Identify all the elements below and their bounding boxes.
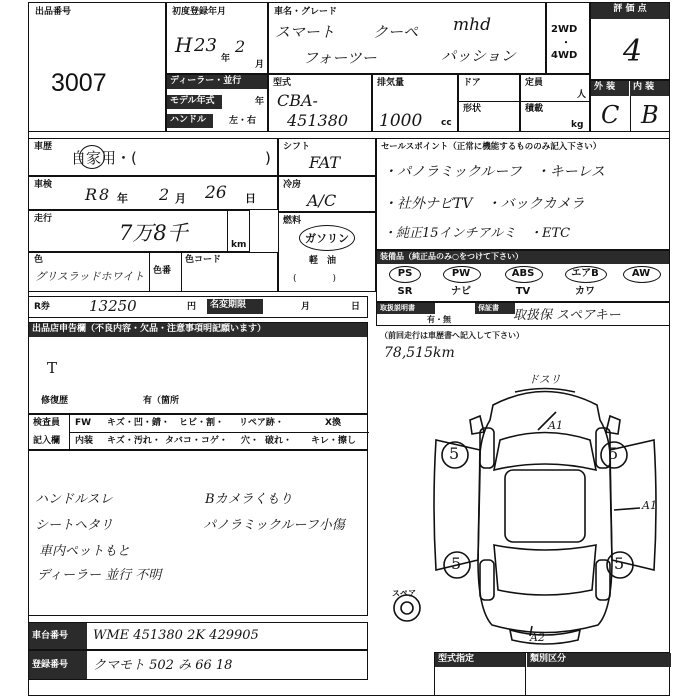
lot-number-label: 出品番号 — [35, 7, 72, 17]
name-change-month: 月 — [301, 302, 311, 312]
chassis-label: 車台番号 — [29, 623, 87, 649]
car-name-1: スマート — [275, 23, 335, 41]
score-value: 4 — [623, 34, 643, 69]
handle-options: 左・右 — [229, 116, 257, 126]
exterior-grade: C — [601, 101, 620, 129]
model-spec-label: 型式指定 — [435, 653, 525, 667]
tread-fl: 5 — [449, 444, 460, 463]
plate-box — [28, 650, 368, 680]
vehicle-history-label: 車歴 — [34, 142, 53, 152]
shape-label: 形状 — [463, 104, 482, 114]
legend-int-burn: タバコ・コゲ・ — [165, 436, 228, 446]
equip-kawa: カワ — [575, 286, 595, 297]
equip-abs: ABS — [511, 268, 535, 279]
cc-unit: cc — [441, 118, 452, 128]
drive-4wd: 4WD — [551, 50, 578, 61]
chassis-number: WME 451380 2K 429905 — [93, 628, 259, 643]
seller-notes-content: T — [47, 359, 58, 377]
first-reg-month: 2 — [235, 37, 246, 56]
comment-left-2: シートヘタリ — [35, 518, 114, 533]
grade-1: クーペ — [373, 23, 419, 41]
model-year-unit: 年 — [255, 97, 265, 107]
legend-int-cut: キレ・擦し — [311, 436, 356, 446]
load-label: 積載 — [525, 104, 544, 114]
inspection-year: 8 — [99, 185, 110, 204]
category-label: 類別区分 — [527, 653, 671, 667]
door-label: ドア — [463, 78, 481, 88]
manual-options: 有・無 — [427, 315, 451, 324]
legend-fw: FW — [75, 418, 92, 428]
first-reg-year: 23 — [194, 35, 217, 56]
dealer-parallel-label: ディーラー・並行 — [167, 75, 267, 89]
model-year-label: モデル年式 — [167, 95, 222, 109]
recycle-label: R券 — [34, 302, 50, 312]
model-spec-box — [434, 652, 670, 696]
lot-number: 3007 — [51, 69, 107, 97]
damage-a2-bottom: A2 — [530, 631, 545, 644]
vehicle-history: 自家用・( — [71, 149, 137, 167]
equip-ps: PS — [397, 268, 413, 279]
equip-tv: TV — [515, 286, 531, 297]
equip-sr: SR — [397, 286, 413, 297]
fuel-light-oil: 軽 油 — [309, 256, 337, 266]
person-unit: 人 — [577, 90, 587, 100]
legend-row1-label: 検査員 — [33, 418, 61, 428]
mileage-label: 走行 — [34, 214, 53, 224]
comment-right-1: Bカメラくもり — [205, 492, 293, 507]
seller-notes-title: 出品店申告欄（不良内容・欠品・注意事項明記願います） — [29, 323, 367, 337]
tread-rl: 5 — [451, 554, 462, 573]
front-mark: ドスリ — [528, 373, 561, 386]
interior-label: 内 装 — [630, 81, 669, 96]
handle-label: ハンドル — [167, 114, 213, 128]
mileage: 7万8千 — [119, 221, 188, 245]
model-code: CBA- — [277, 91, 318, 110]
inspection-month: 2 — [159, 185, 170, 204]
model-code-label: 型式 — [273, 78, 292, 88]
legend-scratch: キズ・凹・錆・ — [107, 418, 170, 428]
tread-rr: 5 — [614, 554, 625, 573]
ac-value: A/C — [307, 191, 337, 210]
spare-label: スペア — [392, 589, 416, 598]
exterior-label: 外 装 — [591, 81, 630, 96]
first-reg-year-unit: 年 — [221, 54, 231, 64]
score-label: 評 価 点 — [591, 3, 669, 19]
warranty-label: 保証書 — [475, 303, 515, 314]
legend-crack: ヒビ・割・ — [179, 418, 225, 428]
first-reg-era: H — [175, 33, 193, 57]
chassis-box — [28, 622, 368, 650]
drive-dot: ・ — [561, 38, 571, 49]
first-reg-label: 初度登録年月 — [172, 7, 227, 17]
equip-aw: AW — [631, 268, 651, 279]
legend-repair: リペア跡・ — [239, 418, 284, 428]
color-label: 色 — [34, 255, 44, 265]
fuel-value: ガソリン — [305, 232, 349, 245]
color-code-label: 色コード — [185, 255, 222, 265]
damage-a1-top: A1 — [548, 419, 563, 432]
kg-unit: kg — [571, 120, 584, 130]
first-reg-month-unit: 月 — [255, 60, 265, 70]
legend-int-hole: 穴・ — [241, 436, 260, 446]
plate-number: クマモト 502 み 66 18 — [93, 658, 233, 673]
inspection-day-unit: 日 — [245, 192, 256, 205]
inspection-era: R — [85, 185, 98, 204]
model-code-2: 451380 — [287, 111, 349, 130]
legend-replaced: X換 — [325, 418, 341, 428]
legend-interior: 内装 — [75, 436, 94, 446]
shift-value: FAT — [309, 153, 341, 172]
interior-grade: B — [641, 101, 659, 129]
manual-value: 取扱保 スペアキー — [513, 308, 621, 323]
plate-label: 登録番号 — [29, 651, 87, 679]
color-no-label: 色番 — [153, 266, 172, 276]
legend-int-scratch: キズ・汚れ・ — [107, 436, 161, 446]
inspection-year-unit: 年 — [117, 192, 128, 205]
history-paren-close: ) — [265, 149, 271, 167]
shift-label: シフト — [283, 142, 311, 152]
equipment-title: 装備品（純正品のみ○をつけて下さい） — [377, 251, 669, 264]
inspection-day: 26 — [205, 183, 227, 203]
odometer-note: （前回走行は車歴書へ記入して下さい） — [380, 331, 524, 340]
grade-3: パッション — [441, 47, 516, 65]
sales-point-2: ・社外ナビTV ・バックカメラ — [383, 196, 585, 212]
sales-point-1: ・パノラミックルーフ ・キーレス — [383, 164, 605, 180]
car-name-2: フォーツー — [303, 49, 377, 67]
equip-pw: PW — [451, 268, 471, 279]
grade-2: mhd — [453, 15, 491, 35]
manual-label: 取扱説明書 — [377, 303, 435, 314]
recycle-value: 13250 — [89, 297, 137, 315]
legend-row2-label: 記入欄 — [33, 436, 61, 446]
sales-point-3: ・純正15インチアルミ ・ETC — [383, 226, 571, 241]
comment-left-1: ハンドルスレ — [35, 492, 113, 507]
repair-value: 有（箇所 — [143, 396, 180, 406]
equip-navi: ナビ — [451, 286, 471, 297]
km-unit: km — [231, 240, 247, 250]
damage-a1-right: A1 — [642, 499, 657, 512]
displacement-label: 排気量 — [377, 78, 405, 88]
name-grade-label: 車名・グレード — [274, 7, 338, 17]
yen-unit: 円 — [187, 302, 197, 312]
capacity-label: 定員 — [525, 78, 544, 88]
ac-label: 冷房 — [283, 180, 302, 190]
inspection-label: 車検 — [34, 180, 53, 190]
name-change-label: 名変期限 — [207, 299, 263, 314]
inspection-month-unit: 月 — [175, 192, 186, 205]
drive-2wd: 2WD — [551, 24, 578, 35]
equip-airbag: エアB — [571, 268, 599, 279]
displacement: 1000 — [379, 111, 423, 131]
odometer-value: 78,515km — [384, 345, 455, 361]
comment-right-2: パノラミックルーフ小傷 — [203, 518, 345, 533]
comment-left-3: 車内ペットもと — [39, 544, 131, 559]
fuel-label: 燃料 — [283, 216, 302, 226]
repair-label: 修復歴 — [41, 396, 69, 406]
color-value: グリスラッドホワイト — [35, 270, 145, 283]
comment-left-4: ディーラー 並行 不明 — [37, 568, 162, 583]
tread-fr: 5 — [608, 444, 619, 463]
name-change-day: 日 — [351, 302, 361, 312]
sales-points-title: セールスポイント（正常に機能するもののみ記入下さい） — [381, 142, 602, 152]
fuel-paren: ( ) — [293, 274, 337, 284]
legend-int-tear: 破れ・ — [265, 436, 293, 446]
